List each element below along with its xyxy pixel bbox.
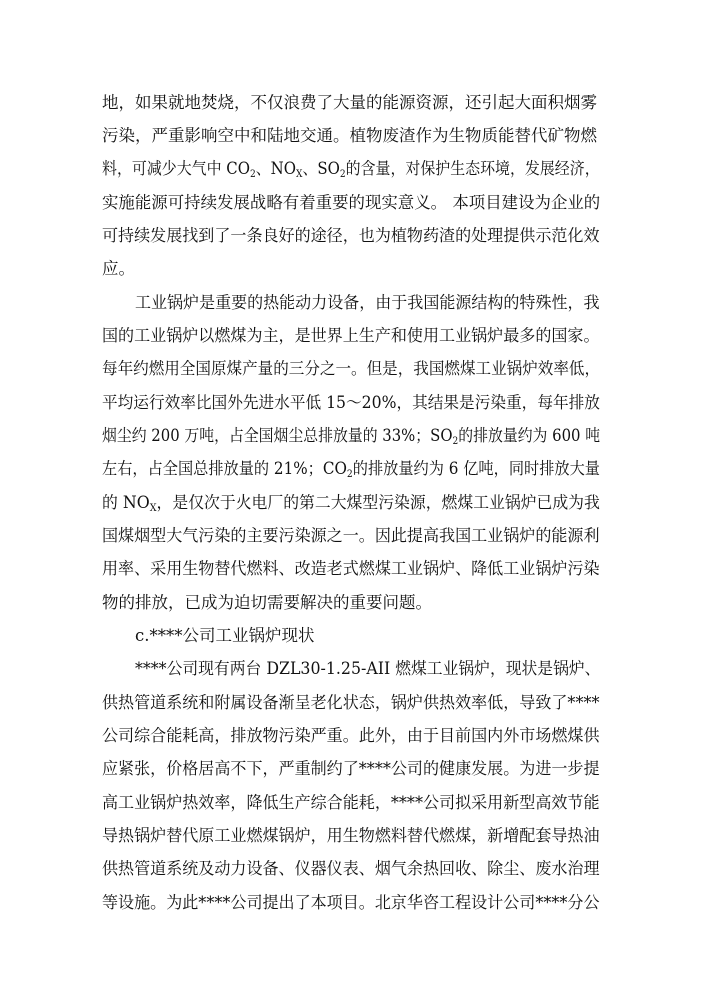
text-line: 用率、采用生物替代燃料、改造老式燃煤工业锅炉、降低工业锅炉污染 (102, 559, 600, 578)
text-line: 国煤烟型大气污染的主要污染源之一。因此提高我国工业锅炉的能源利 (102, 526, 600, 545)
text-line (102, 459, 600, 479)
text-segment: 左右，占全国总排放量的 21%；CO (102, 459, 347, 478)
text-segment: 烟尘约 200 万吨，占全国烟尘总排放量的 33%；SO (102, 426, 453, 445)
text-line (102, 159, 600, 179)
text-segment: 的排放量约为 6 亿吨，同时排放大量 (352, 459, 600, 478)
text-segment: 、SO (302, 159, 340, 178)
text-line: 应。 (102, 259, 135, 278)
text-line: 物的排放，已成为迫切需要解决的重要问题。 (102, 593, 432, 612)
text-segment: 、NO (255, 159, 296, 178)
text-line: 导热锅炉替代原工业燃煤锅炉，用生物燃料替代燃煤，新增配套导热油 (102, 826, 600, 845)
text-line: 等设施。为此****公司提出了本项目。北京华咨工程设计公司****分公 (102, 893, 600, 912)
subscript: 2 (346, 469, 353, 480)
text-line: ****公司现有两台 DZL30-1.25-AII 燃煤工业锅炉，现状是锅炉、 (135, 659, 601, 678)
section-heading: c.****公司工业锅炉现状 (135, 626, 315, 645)
text-line: 国的工业锅炉以燃煤为主，是世界上生产和使用工业锅炉最多的国家。 (102, 326, 600, 345)
text-segment: 的排放量约为 600 吨 (458, 426, 601, 445)
text-line: 供热管道系统和附属设备渐呈老化状态，锅炉供热效率低，导致了**** (102, 693, 600, 712)
text-line: 供热管道系统及动力设备、仪器仪表、烟气余热回收、除尘、废水治理 (102, 859, 600, 878)
text-line: 高工业锅炉热效率，降低生产综合能耗，****公司拟采用新型高效节能 (102, 793, 600, 812)
text-line (102, 493, 600, 513)
subscript: X (149, 503, 157, 514)
text-segment: 的 NO (102, 493, 150, 512)
subscript: X (295, 169, 303, 180)
text-segment: 料，可减少大气中 CO (102, 159, 250, 178)
subscript: 2 (339, 169, 346, 180)
text-line: 平均运行效率比国外先进水平低 15～20%，其结果是污染重，每年排放 (102, 393, 600, 412)
text-line (102, 426, 600, 446)
text-segment: ，是仅次于火电厂的第二大煤型污染源，燃煤工业锅炉已成为我 (156, 493, 600, 512)
subscript: 2 (452, 436, 459, 447)
text-line: 每年约燃用全国原煤产量的三分之一。但是，我国燃煤工业锅炉效率低， (102, 359, 600, 378)
text-line: 应紧张，价格居高不下，严重制约了****公司的健康发展。为进一步提 (102, 759, 600, 778)
text-line: 实施能源可持续发展战略有着重要的现实意义。 本项目建设为企业的 (102, 193, 601, 212)
text-line: 污染，严重影响空中和陆地交通。植物废渣作为生物质能替代矿物燃 (102, 126, 597, 145)
text-line: 地，如果就地焚烧，不仅浪费了大量的能源资源，还引起大面积烟雾 (102, 93, 597, 112)
text-line: 可持续发展找到了一条良好的途径，也为植物药渣的处理提供示范化效 (102, 226, 600, 245)
text-segment: 的含量，对保护生态环境，发展经济， (345, 159, 600, 178)
text-line: 公司综合能耗高，排放物污染严重。此外，由于目前国内外市场燃煤供 (102, 726, 600, 745)
text-line: 工业锅炉是重要的热能动力设备，由于我国能源结构的特殊性，我 (135, 293, 600, 312)
subscript: 2 (249, 169, 256, 180)
